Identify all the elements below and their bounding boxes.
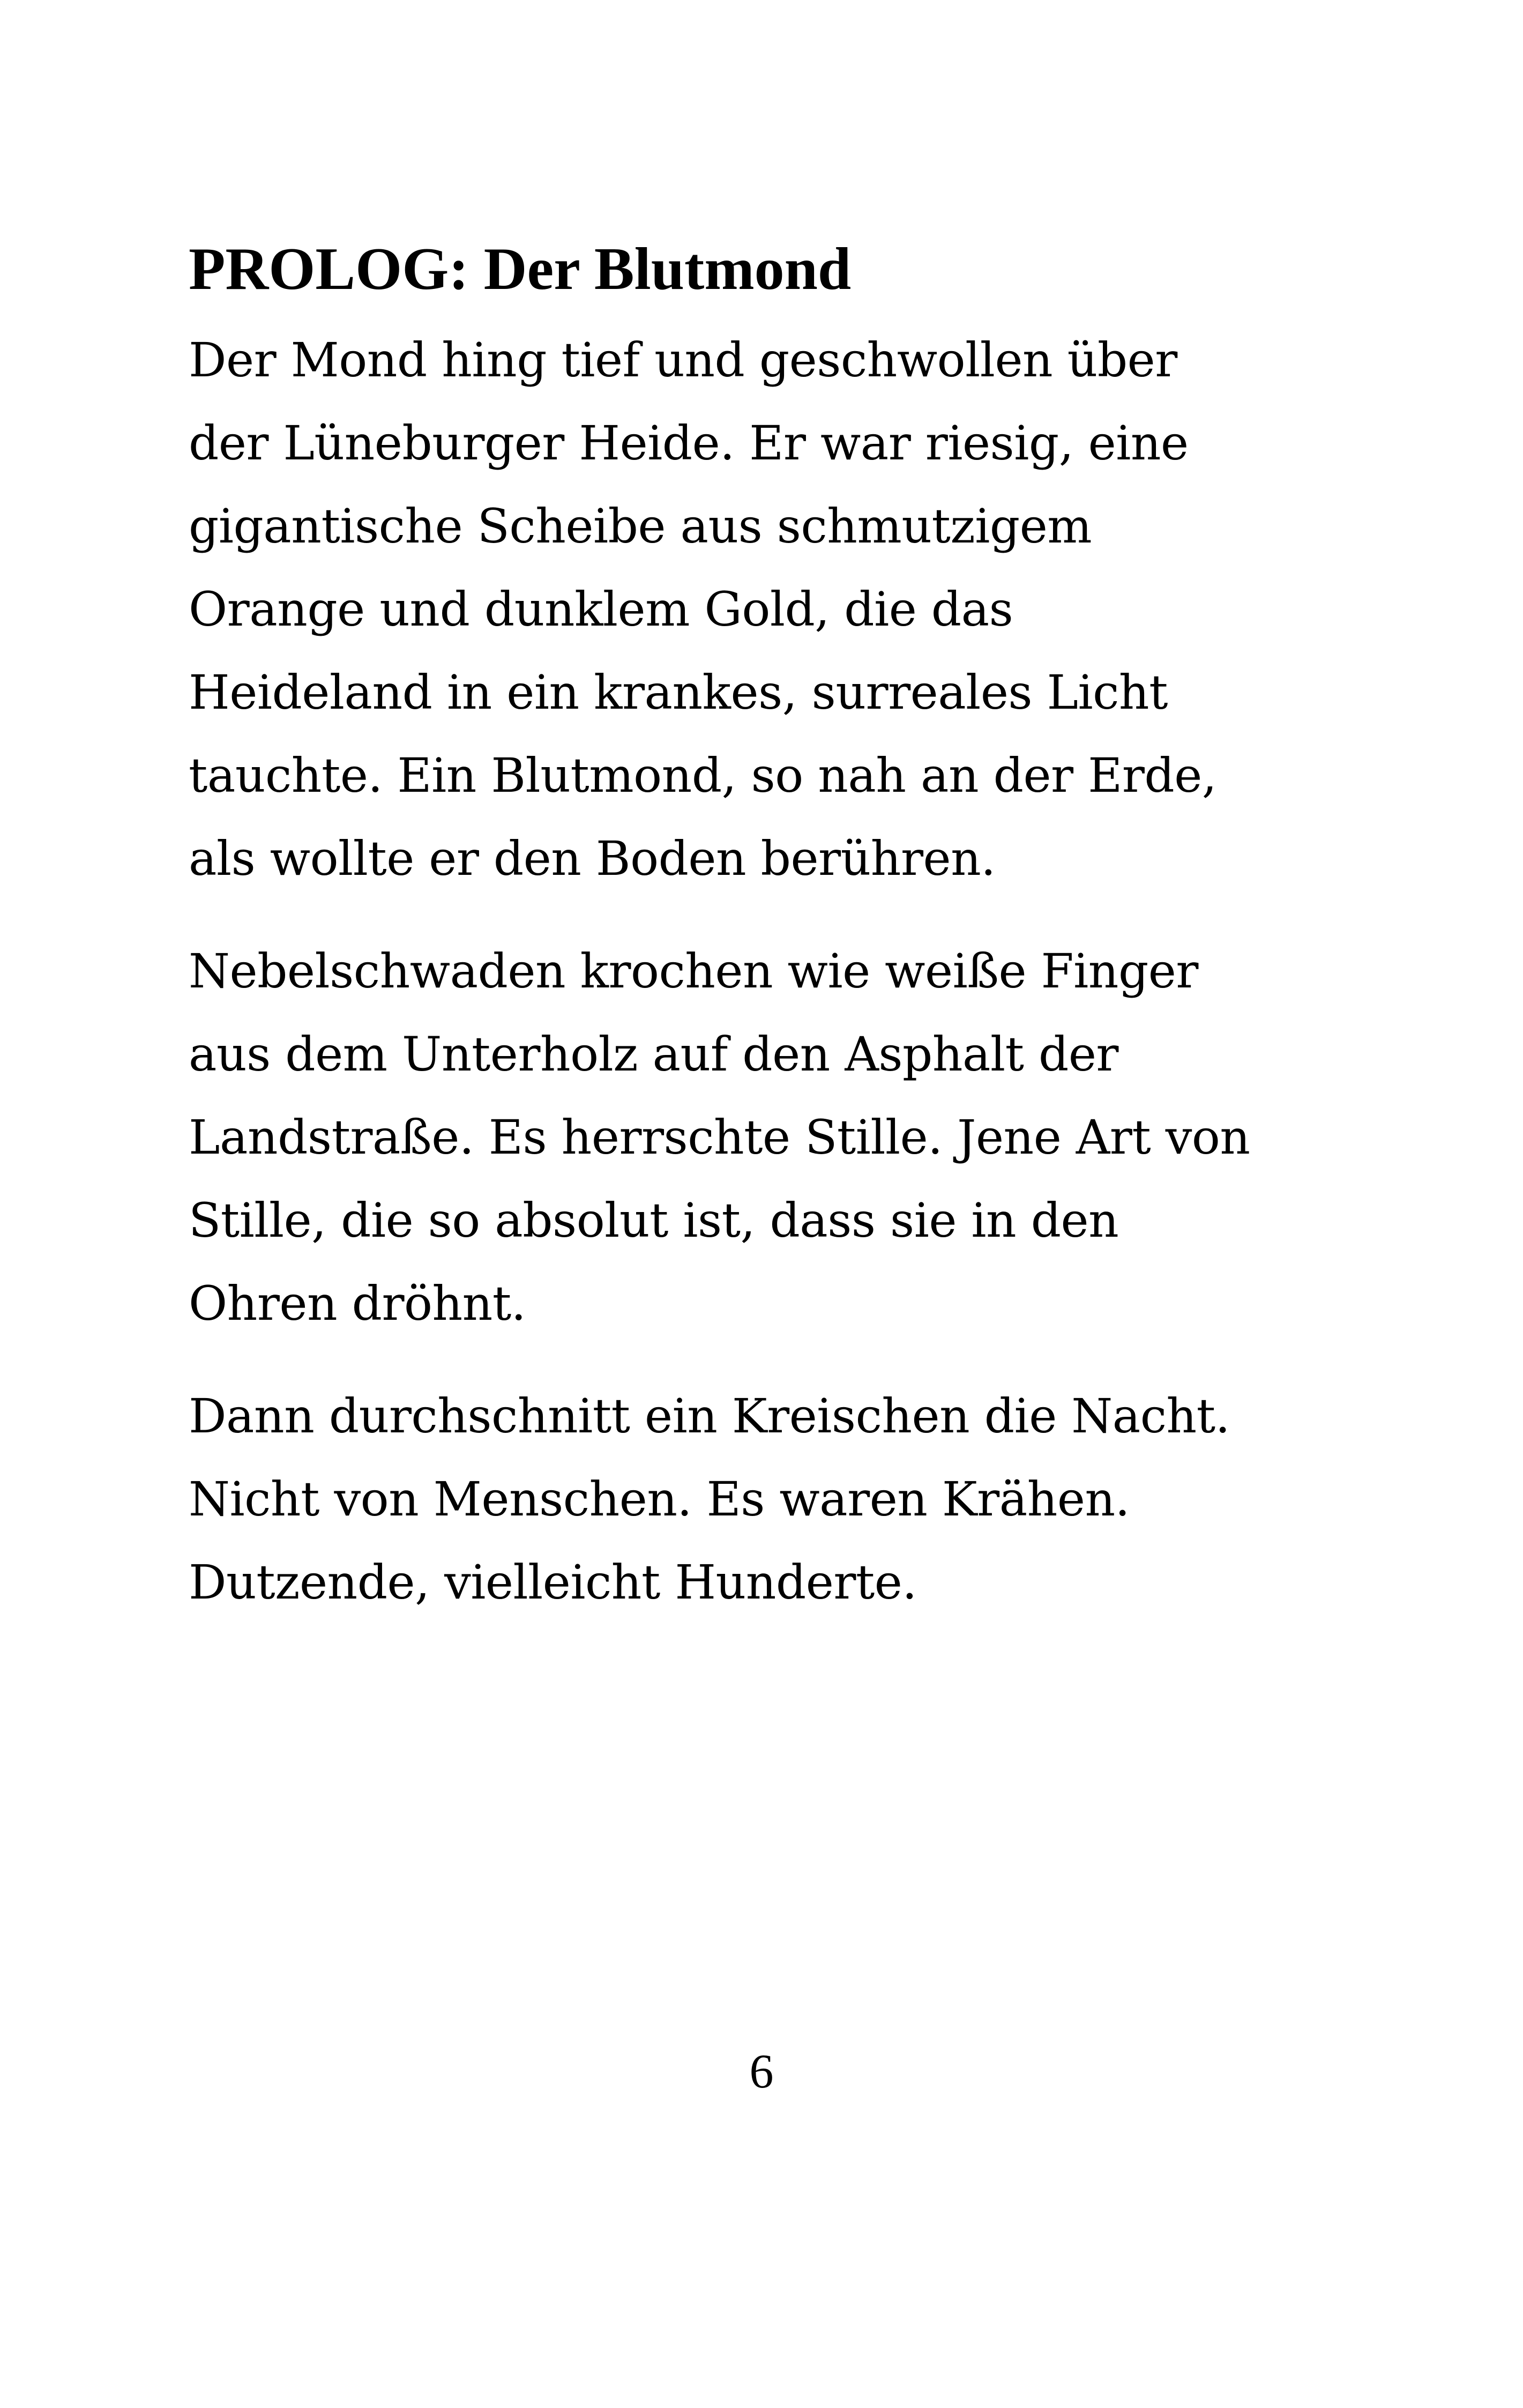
paragraph-1: Der Mond hing tief und geschwollen über der Lüneburger Heide. Er war riesig, eine gigantische Scheibe aus schmutzigem Orange und dunklem Gold, die das Heideland in ein krankes, surreales Licht tauchte. Ein Blutmond, so nah an der Erde, als wollte er den Boden berühren. (189, 332, 1217, 886)
page-number: 6 (749, 2045, 774, 2098)
page-content (189, 232, 1293, 1653)
paragraph-2: Nebelschwaden krochen wie weiße Finger aus dem Unterholz auf den Asphalt der Landstraße. Es herrschte Stille. Jene Art von Stille, die so absolut ist, dass sie in den Ohren dröhnt. (189, 943, 1250, 1331)
paragraph-3: Dann durchschnitt ein Kreischen die Nacht. Nicht von Menschen. Es waren Krähen. Dutzende, vielleicht Hunderte. (189, 1388, 1230, 1610)
chapter-title: PROLOG: Der Blutmond (189, 236, 852, 302)
